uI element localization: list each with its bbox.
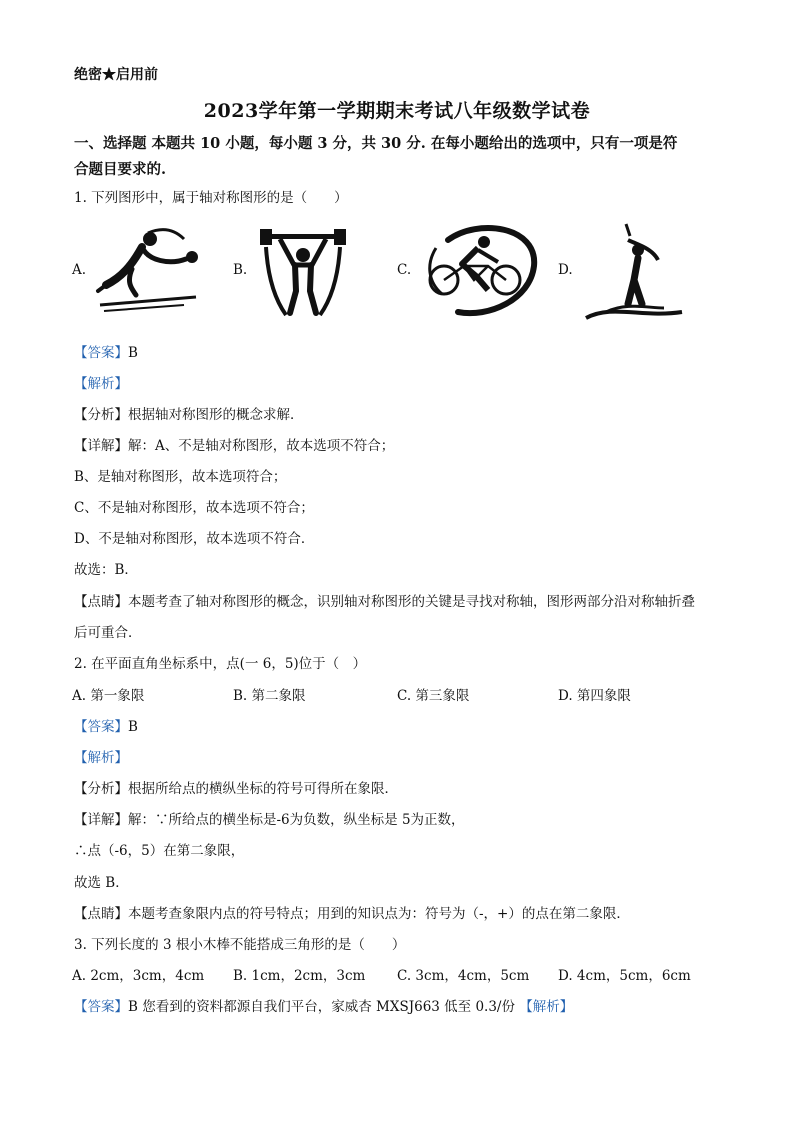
answer-tag: 【答案】 [74, 999, 128, 1015]
q1-dianjing [74, 590, 695, 610]
q2-option-a: A. 第一象限 [72, 688, 145, 704]
answer-tag: 【答案】 [74, 719, 128, 735]
q3-stem: 3. 下列长度的 3 根小木棒不能搭成三角形的是（ ） [74, 937, 406, 953]
q1-line-b: B、是轴对称图形，故本选项符合； [74, 469, 287, 485]
q2-option-d: D. 第四象限 [558, 688, 631, 704]
promo-text: 您看到的资料都源自我们平台，家威杏 MXSJ663 低至 0.3/份 [142, 999, 515, 1015]
dianjing-text: 本题考查了轴对称图形的概念，识别轴对称图形的关键是寻找对称轴，图形两部分沿对称轴折叠 [128, 594, 695, 610]
dianjing-tag: 【点睛】 [74, 906, 128, 922]
q1-answer [74, 341, 138, 361]
xiangjie-text: 解：A、不是轴对称图形，故本选项不符合； [128, 438, 395, 454]
section-heading-line2: 合题目要求的. [74, 161, 167, 178]
q1-dianjing-cont: 后可重合． [74, 625, 142, 641]
q2-jiexi-tag: 【解析】 [74, 750, 128, 766]
q2-xiangjie [74, 808, 465, 828]
q1-line-d: D、不是轴对称图形，故本选项不符合． [74, 531, 315, 547]
fenxi-tag: 【分析】 [74, 407, 128, 423]
dianjing-tag: 【点睛】 [74, 594, 128, 610]
answer-value: B [128, 345, 138, 361]
q1-choose: 故选：B． [74, 562, 138, 578]
q3-option-d: D. 4cm，5cm，6cm [558, 968, 691, 984]
section-heading-line1: 一、选择题 本题共 10 小题，每小题 3 分，共 30 分. 在每小题给出的选项中，只有一项是符 [74, 135, 678, 152]
q3-option-a: A. 2cm，3cm，4cm [72, 968, 205, 984]
xiangjie-tag: 【详解】 [74, 438, 128, 454]
q1-xiangjie [74, 434, 394, 454]
q2-answer [74, 715, 138, 735]
q3-option-c: C. 3cm，4cm，5cm [397, 968, 530, 984]
cyclist-icon [418, 220, 540, 320]
answer-tag: 【答案】 [74, 345, 128, 361]
q2-option-c: C. 第三象限 [397, 688, 470, 704]
q1-jiexi-tag: 【解析】 [74, 376, 128, 392]
fenxi-text: 根据所给点的横纵坐标的符号可得所在象限． [128, 781, 398, 797]
dianjing-text: 本题考查象限内点的符号特点；用到的知识点为：符号为（-，+）的点在第二象限． [128, 906, 630, 922]
xiangjie-tag: 【详解】 [74, 812, 128, 828]
q2-therefore: ∴点（-6，5）在第二象限， [74, 843, 245, 859]
golfer-icon [582, 222, 690, 324]
confidential-label: 绝密★启用前 [74, 67, 158, 83]
q2-fenxi [74, 777, 398, 797]
q1-line-c: C、不是轴对称图形，故本选项不符合； [74, 500, 314, 516]
answer-value: B [128, 719, 138, 735]
q1-stem: 1. 下列图形中，属于轴对称图形的是（ ） [74, 190, 348, 206]
q1-fenxi [74, 403, 304, 423]
weightlifter-icon [258, 225, 348, 317]
q2-dianjing [74, 902, 630, 922]
q1-option-c-label: C. [397, 262, 412, 278]
volleyball-player-icon [92, 225, 204, 317]
page-title: 2023学年第一学期期末考试八年级数学试卷 [203, 100, 591, 122]
q2-stem: 2. 在平面直角坐标系中，点(一 6，5)位于（ ） [74, 656, 367, 672]
jiexi-tag: 【解析】 [519, 999, 574, 1015]
q2-choose: 故选 B． [74, 875, 129, 891]
xiangjie-text: 解：∵所给点的横坐标是-6为负数，纵坐标是 5为正数， [128, 812, 465, 828]
q1-option-b-label: B. [233, 262, 248, 278]
q1-option-a-label: A. [72, 262, 87, 278]
q3-option-b: B. 1cm，2cm，3cm [233, 968, 366, 984]
q2-option-b: B. 第二象限 [233, 688, 306, 704]
q3-answer [74, 995, 573, 1015]
answer-value: B [128, 999, 138, 1015]
fenxi-tag: 【分析】 [74, 781, 128, 797]
fenxi-text: 根据轴对称图形的概念求解． [128, 407, 304, 423]
q1-option-d-label: D. [558, 262, 573, 278]
